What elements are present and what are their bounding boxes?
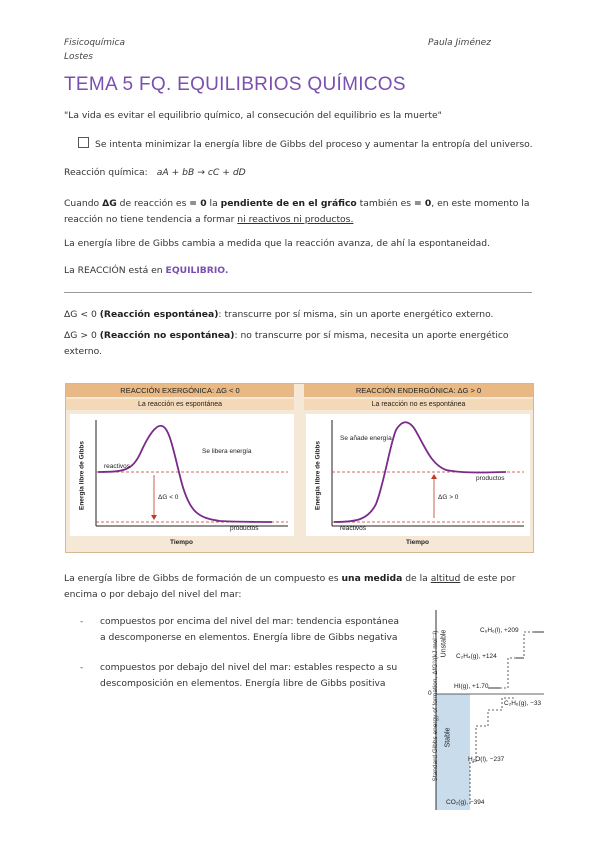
endergonic-plot (306, 414, 530, 536)
text: : no transcurre por sí misma, necesita un aporte energético (234, 330, 509, 341)
x-axis-label: Tiempo (170, 539, 193, 546)
bullet-dash: - (80, 617, 84, 627)
text: descomposición en elementos. Energía libre de Gibbs positiva (100, 678, 386, 689)
dg-arrow-head (431, 474, 437, 479)
compound-label: C₂H₆(g), −33 (504, 700, 542, 707)
chart-y-label: Standard Gibbs energy of formation, ΔfG°/(kJ mol⁻¹) (432, 630, 439, 782)
text: de la (402, 573, 431, 584)
text: La REACCIÓN está en (64, 265, 166, 276)
bold-text: = 0 (189, 198, 207, 209)
text: compuestos por encima del nivel del mar: tendencia espontánea (100, 616, 400, 627)
gibbs-paragraph: La energía libre de Gibbs cambia a medida que la reacción avanza, de ahí la espontaneidad. (64, 238, 491, 249)
compound-label: C₆H₆(l), +209 (480, 627, 519, 634)
exergonic-plot (70, 414, 294, 536)
exergonic-header: REACCIÓN EXERGÓNICA: ΔG < 0 (66, 384, 294, 397)
equilibrium-paragraph (64, 196, 544, 228)
bold-text: = 0 (413, 198, 432, 209)
bold-text: ΔG (102, 198, 117, 209)
list-item (80, 614, 400, 646)
checkbox[interactable] (78, 137, 89, 148)
reactants-label: reactivos (104, 463, 131, 470)
zero-tick: 0 (428, 690, 432, 697)
gibbs-formation-chart (416, 606, 546, 812)
step-line-upper (500, 632, 534, 688)
text: : transcurre por sí misma, sin un aporte energético externo. (218, 309, 494, 320)
dg-positive (64, 328, 534, 360)
bold-text: (Reacción espontánea) (99, 309, 219, 320)
exergonic-subheader: La reacción es espontánea (66, 399, 294, 410)
text: encima o por debajo del nivel del mar: (64, 589, 242, 600)
step-line-lower (470, 698, 516, 804)
text: de reacción es (116, 198, 190, 209)
text: de este por (460, 573, 516, 584)
products-label: productos (476, 475, 505, 482)
x-axis-label: Tiempo (406, 539, 429, 546)
dg-negative (64, 307, 544, 323)
stable-label: Stable (444, 727, 452, 748)
energy-added-label: Se añade energía (340, 435, 392, 442)
compound-label: HI(g), +1.70 (454, 683, 489, 690)
unstable-label: Unstable (440, 629, 448, 658)
dg-label: ΔG > 0 (438, 494, 459, 501)
y-axis-label: Energía libre de Gibbs (314, 441, 322, 510)
dg-arrow-head (151, 515, 157, 520)
equilibrium-emphasis: EQUILIBRIO. (165, 265, 229, 276)
text: a descomponerse en elementos. Energía libre de Gibbs negativa (100, 632, 398, 643)
text: La energía libre de Gibbs de formación de un compuesto es (64, 573, 342, 584)
checklist-text: Se intenta minimizar la energía libre de Gibbs del proceso y aumentar la entropía del universo. (95, 139, 533, 150)
products-label: productos (230, 525, 259, 532)
compound-label: CO₂(g), −394 (446, 799, 485, 806)
equilibrium-line (64, 263, 228, 279)
text: reacción no tiene tendencia a formar (64, 214, 238, 225)
dg-label: ΔG < 0 (158, 494, 179, 501)
text: externo. (64, 346, 103, 357)
compound-label: H₂O(l), −237 (468, 756, 505, 763)
energy-curve (98, 426, 272, 522)
list-item (80, 660, 400, 692)
quote: "La vida es evitar el equilibrio químico, al consecución del equilibrio es la muerte" (64, 110, 442, 121)
reaction-label: Reacción química: (64, 167, 148, 178)
text: la (206, 198, 221, 209)
underlined-text: ni reactivos ni productos. (237, 214, 354, 225)
bold-text: una medida (341, 573, 403, 584)
energy-released-label: Se libera energía (202, 448, 252, 455)
text: compuestos por debajo del nivel del mar: estables respecto a su (100, 662, 398, 673)
endergonic-subheader: La reacción no es espontánea (304, 399, 533, 410)
stable-region (436, 694, 470, 810)
divider (64, 292, 532, 293)
reaction-energy-diagram (65, 383, 534, 553)
endergonic-header: REACCIÓN ENDERGÓNICA: ΔG > 0 (304, 384, 533, 397)
text: ΔG < 0 (64, 309, 100, 320)
reactants-label: reactivos (340, 525, 367, 532)
reaction-equation: aA + bB → cC + dD (156, 167, 246, 178)
header-author-surname: Lostes (64, 52, 93, 62)
text: también es (356, 198, 414, 209)
compound-label: C₂H₄(g), +124 (456, 653, 497, 660)
header-author: Paula Jiménez (428, 38, 491, 48)
y-axis-label: Energía libre de Gibbs (78, 441, 86, 510)
underlined-text: altitud (430, 573, 461, 584)
page-title: TEMA 5 FQ. EQUILIBRIOS QUÍMICOS (64, 74, 406, 95)
text: , en este momento la (431, 198, 530, 209)
bold-text: pendiente de en el gráfico (220, 198, 357, 209)
header-subject: Fisicoquímica (64, 38, 125, 48)
formation-paragraph (64, 571, 544, 603)
checklist-item (78, 137, 548, 153)
exergonic-graph (70, 414, 294, 536)
text: Cuando (64, 198, 103, 209)
bullet-dash: - (80, 663, 84, 673)
reaction-line (64, 165, 246, 181)
bold-text: (Reacción no espontánea) (99, 330, 235, 341)
text: ΔG > 0 (64, 330, 100, 341)
